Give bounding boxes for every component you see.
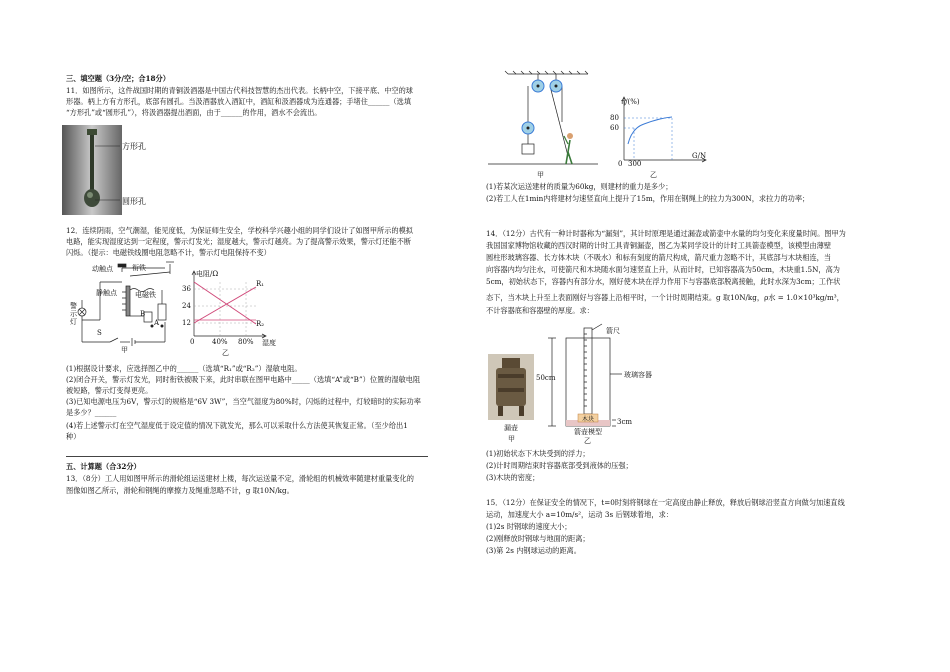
q12-label-armature: 衔铁 [132,264,146,272]
q12-part2-b: 被短路，警示灯变得更亮。 [66,386,153,395]
q15-part2: (2)刚释放时钢球与地面的距离； [486,534,590,543]
q14-line4: 向容器内均匀注水，可使箭尺和木块随水面匀速竖直上升，从而计时，已知容器高为50cm，木块重1.5N，高为 [486,265,840,274]
q14-line3: 圆柱形玻璃容器、长方体木块（不吸水）和标有刻度的箭尺构成，箭尺重力忽略不计，其底部与木块相连，当 [486,253,832,262]
q15-line1: 15．（12分）在保证安全的情况下，t=0时刻将钢球在一定高度由静止释放，释放后钢球沿竖直方向做匀加速直线 [486,498,845,507]
q12-caption-yi: 乙 [222,349,229,357]
q12-graph-xtick-80: 80% [238,338,254,346]
q11-label-round-hole: 圆形孔 [122,197,146,206]
q14-caption-jia: 甲 [508,435,515,443]
q12-part4-a: (4)若上述警示灯在空气湿度低于设定值的情况下就发光，那么可以采取什么方法使其恢复正常。（至少给出1 [66,421,408,430]
q12-label-moving-contact: 动触点 [92,265,113,273]
q14-bronze-pot-photo [488,354,534,420]
q11-label-square-hole: 方形孔 [122,142,146,151]
q14-label-block: 木块 [582,416,595,423]
q12-graph-xtick-0: 0 [190,338,195,346]
q12-label-electromagnet: 电磁铁 [135,291,156,299]
section-divider [66,456,428,457]
q12-part1: (1)根据设计要求，应选择图乙中的______（选填“R₁”或“R₂”）湿敏电阻。 [66,364,302,373]
q12-graph-ylabel: 电阻/Ω [196,270,219,278]
q12-graph-r1-label: R₁ [256,280,265,288]
q12-label-point-a: A [154,319,160,327]
q14-line6: 态下，当木块上升至上表面刚好与容器上沿相平时，一个计时周期结束。g 取10N/kg，ρ水 = 1.0×10³kg/m³， [486,293,844,302]
q12-part3-a: (3)已知电源电压为6V，警示灯的规格是“6V 3W”，当空气湿度为80%时，闪烁的过程中，灯较暗时的实际功率 [66,397,421,406]
q12-part2-a: (2)闭合开关，警示灯发光，同时衔铁被吸下来，此时串联在图甲电路中_____（选填“A”或“B”）位置的湿敏电阻 [66,375,421,384]
q13-line1: 13．（8分）工人用如图甲所示的滑轮组运送建材上楼，每次运送量不定，滑轮组的机械效率随建材重量变化的 [66,474,414,483]
q15-part1: (1)2s 时钢球的速度大小； [486,522,572,531]
q13-graph-ytick-80: 80 [610,114,619,122]
q11-line2: 形器。柄上方有方形孔，底部有圆孔。当汲酒器放入酒缸中，酒缸和汲酒器成为连通器；手堵住______（选填 [66,97,412,106]
q13-pulley-diagram [488,70,598,170]
q12-label-switch: S [97,329,102,337]
q12-label-point-b: B [140,310,146,318]
q13-graph-xtick-0: 0 [618,160,623,168]
q12-graph-r2-label: R₂ [256,320,265,328]
q13-graph-xtick-300: 300 [628,160,642,168]
q11-line3: “方形孔”或“圆形孔”），将汲酒器提出酒面，由于______的作用，酒水不会流出。 [66,108,322,117]
q12-label-static-contact: 静触点 [96,289,117,297]
q13-graph-xlabel: G/N [692,152,707,160]
q14-label-height: 50cm [536,374,556,382]
q14-label-water: 3cm [617,418,633,426]
q14-part2: (2)计时周期结束时容器底部受到液体的压强； [486,461,633,470]
q12-graph-xtick-40: 40% [212,338,228,346]
q13-graph-ylabel: η/(%) [621,98,640,106]
q14-line7: 不计容器底和容器壁的厚度。求： [486,306,594,315]
q14-label-model: 箭壶模型 [574,428,602,436]
q13-caption-yi: 乙 [650,171,657,179]
q12-caption-jia: 甲 [121,346,128,354]
q13-caption-jia: 甲 [537,171,544,179]
q13-graph-ytick-60: 60 [610,124,619,132]
q12-label-lamp: 警示灯 [70,302,77,326]
q14-part1: (1)初始状态下木块受到的浮力； [486,449,590,458]
q12-graph-ytick-24: 24 [182,302,191,310]
q14-label-arrow-ruler: 箭尺 [606,327,620,335]
section-calc-title: 五、计算题（合32分） [66,462,141,471]
q12-circuit-diagram [70,260,180,355]
q13-line2: 图像如图乙所示，滑轮和钢绳的摩擦力及绳重忽略不计，g 取10N/kg。 [66,486,294,495]
q12-line3: 闪烁。（提示：电磁铁线圈电阻忽略不计，警示灯电阻保持不变） [66,248,271,257]
section-fill-title: 三、填空题（3分/空；合18分） [66,74,170,83]
q12-line2: 电路，能实现湿度达到一定程度，警示灯发光；湿度越大，警示灯越亮。为了提高警示效果，警示灯还能不断 [66,237,412,246]
q13-part2: (2)若工人在1min内将建材匀速竖直向上提升了15m，作用在钢绳上的拉力为300N，求拉力的功率； [486,194,810,203]
q14-label-glass: 玻璃容器 [624,371,652,379]
q15-line2: 运动，加速度大小 a=10m/s²，运动 3s 后钢球着地，求： [486,510,673,519]
q11-line1: 11．如图所示，这件战国时期的青铜汲酒器是中国古代科技智慧的杰出代表。长柄中空，下接平底、中空的球 [66,86,413,95]
q13-part1: (1)若某次运送建材的质量为60kg，则建材的重力是多少； [486,182,673,191]
q12-graph-xlabel: 湿度 [262,339,276,347]
q12-graph-ytick-36: 36 [182,285,191,293]
q12-part3-b: 是多少？______ [66,408,117,417]
q12-graph-ytick-12: 12 [182,319,191,327]
q14-part3: (3)木块的密度； [486,473,540,482]
q14-line2: 我国国家博物馆收藏的西汉时期的计时工具青铜漏壶，图乙为某同学设计的计时工具箭壶模型，该模型由薄壁 [486,241,832,250]
q14-caption-yi: 乙 [584,437,591,445]
q14-line1: 14．（12分）古代有一种计时器称为“漏刻”，其计时原理是通过漏壶或箭壶中水量的均匀变化来度量时间。图甲为 [486,229,846,238]
q11-dipper-photo [62,125,122,215]
q14-label-pot: 漏壶 [504,424,518,432]
q12-line1: 12．连续阴雨，空气潮湿，能见度低，为保证师生安全，学校科学兴趣小组的同学们设计了如图甲所示的模拟 [66,226,413,235]
q14-line5: 5cm，初始状态下，容器内有部分水，刚好使木块在浮力作用下与容器底部脱离接触，此时水深为3cm；工作状 [486,277,841,286]
q15-part3: (3)第 2s 内钢球运动的距离。 [486,546,581,555]
q12-part4-b: 种） [66,432,81,441]
